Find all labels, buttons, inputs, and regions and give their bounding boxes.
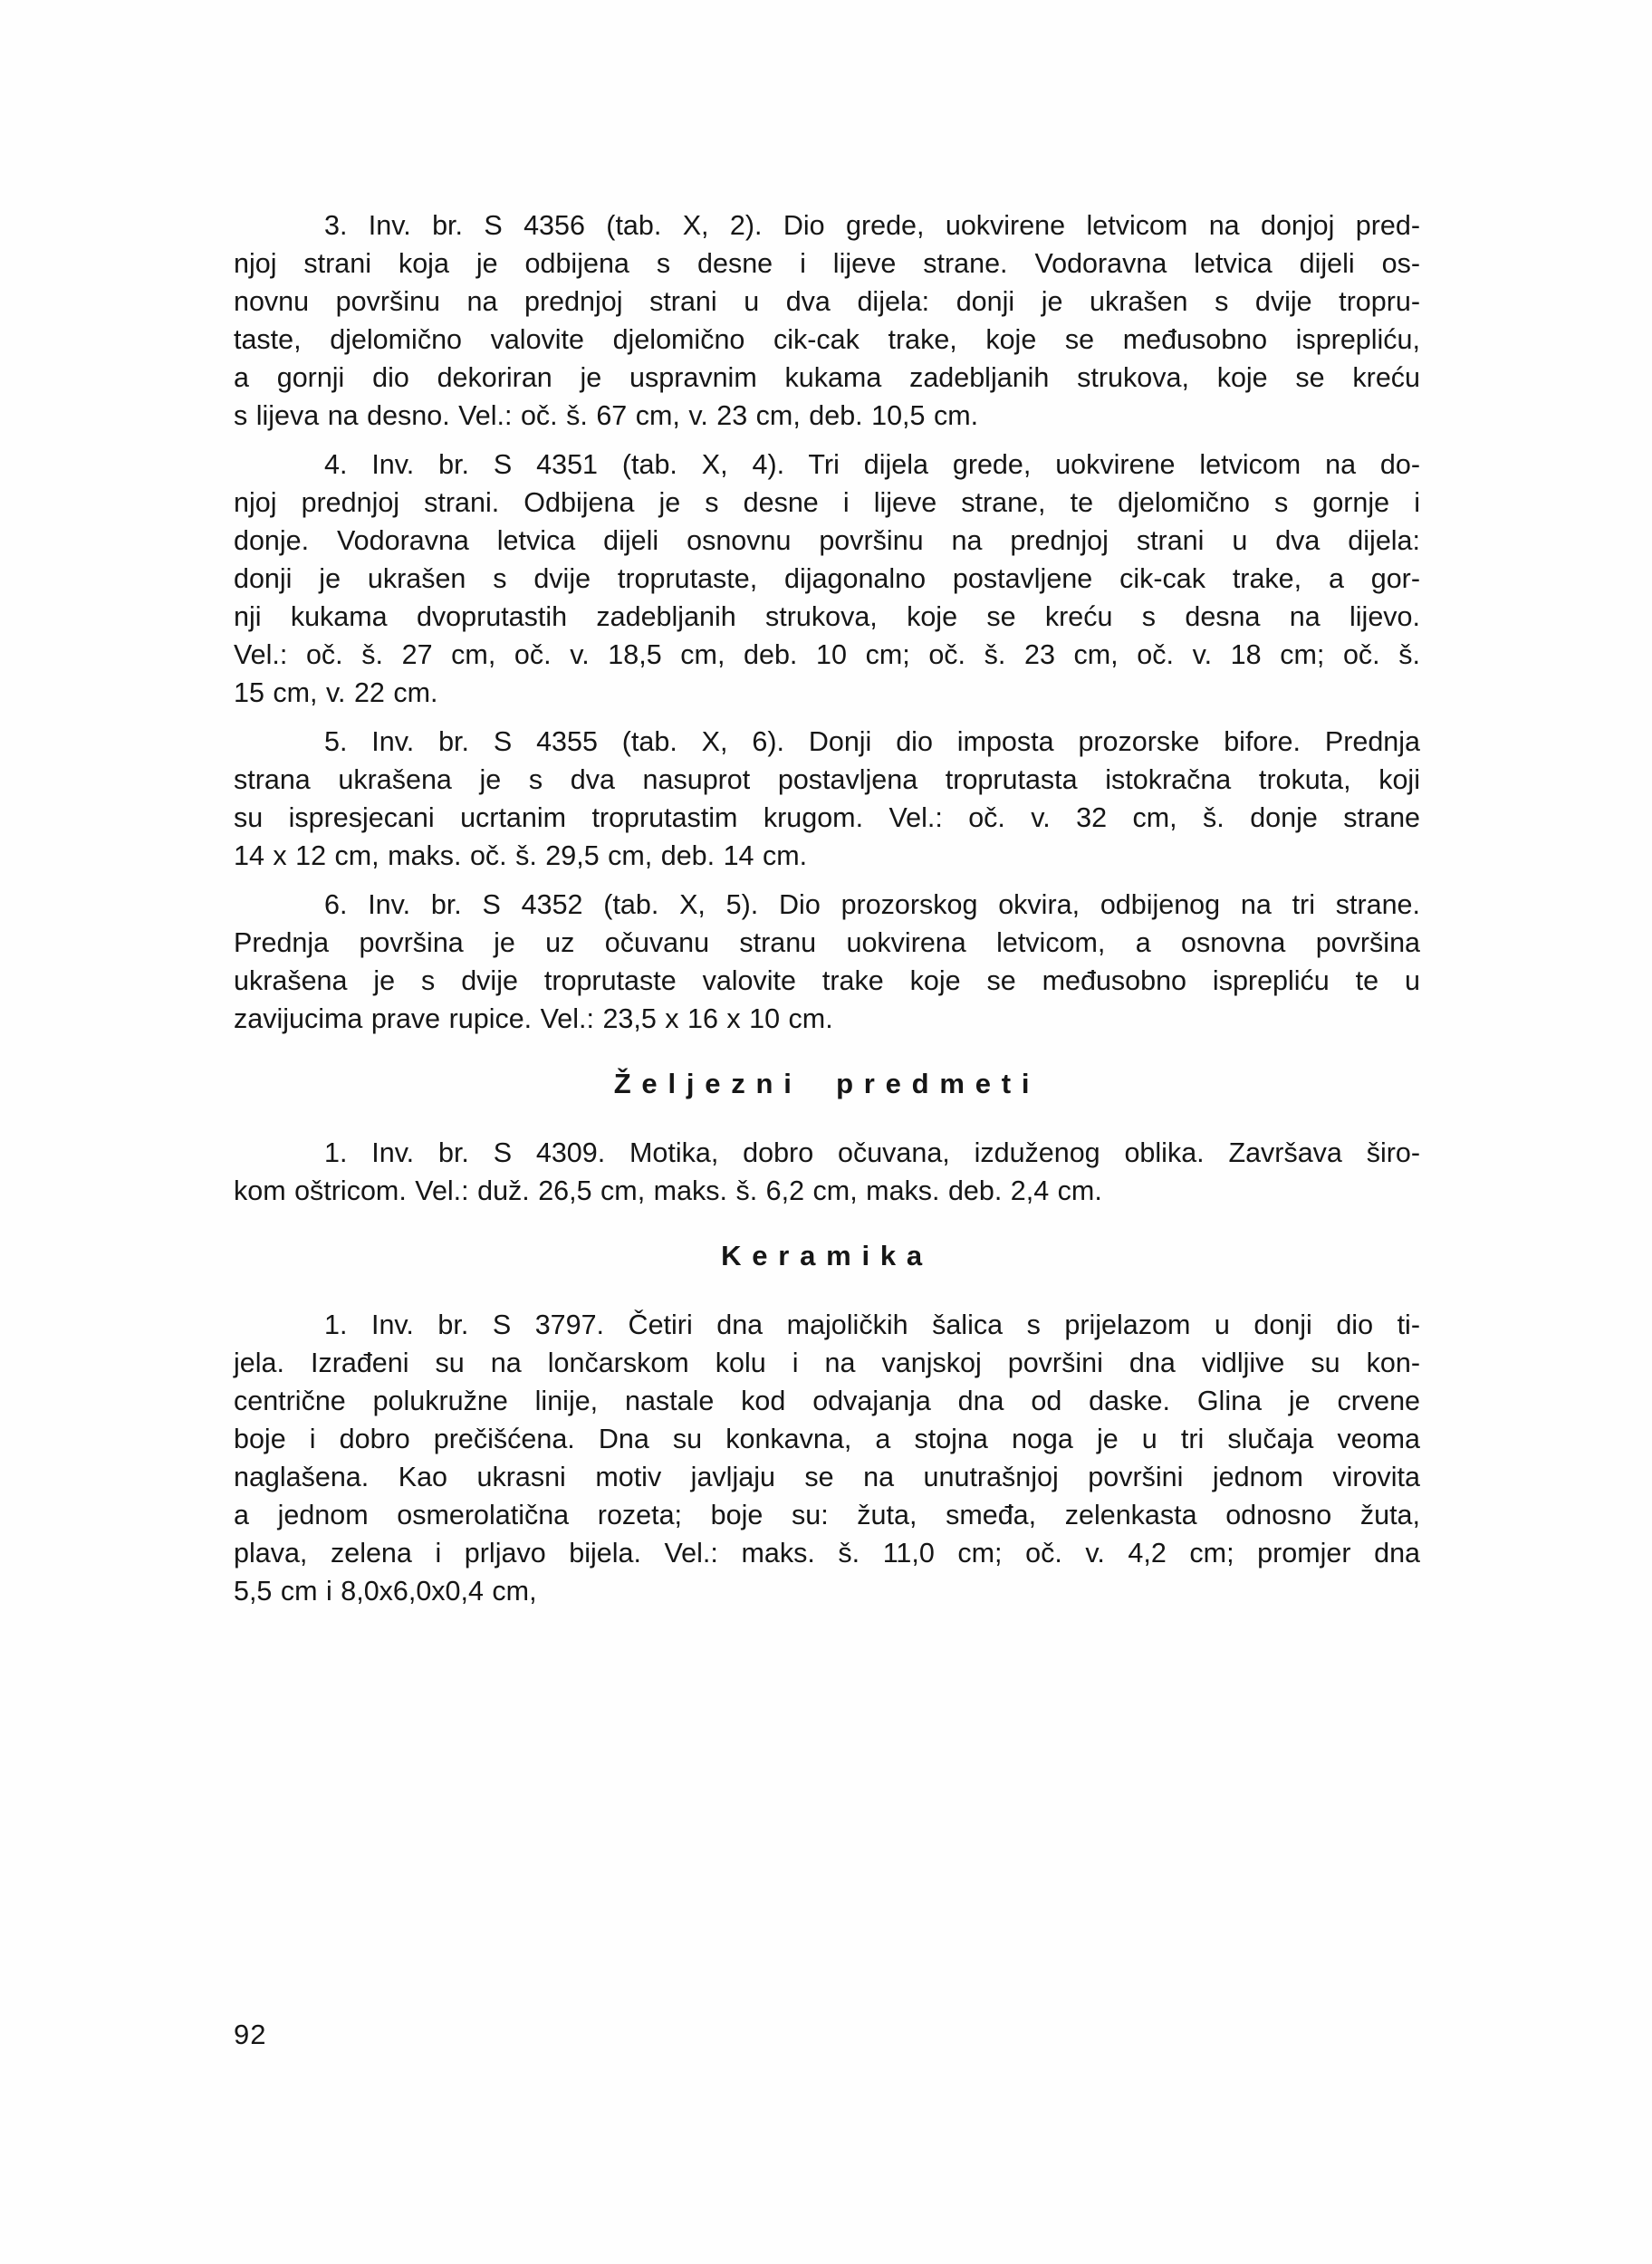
text-line: kom oštricom. Vel.: duž. 26,5 cm, maks. š. 6,2 cm, maks. deb. 2,4 cm.	[234, 1175, 1102, 1206]
text-line: 5. Inv. br. S 4355 (tab. X, 6). Donji dio imposta prozorske bifore. Prednja	[324, 726, 1420, 757]
catalog-entry-6-s4352	[234, 886, 1420, 1038]
text-line: 5,5 cm i 8,0x6,0x0,4 cm,	[234, 1576, 537, 1607]
text-line: 4. Inv. br. S 4351 (tab. X, 4). Tri dijela grede, uokvirene letvicom na do-	[324, 449, 1420, 480]
text-line: s lijeva na desno. Vel.: oč. š. 67 cm, v. 23 cm, deb. 10,5 cm.	[234, 400, 979, 431]
text-line: donje. Vodoravna letvica dijeli osnovnu površinu na prednjoj strani u dva dijela:	[234, 525, 1420, 556]
text-line: zavijucima prave rupice. Vel.: 23,5 x 16 x 10 cm.	[234, 1003, 833, 1034]
text-line: jela. Izrađeni su na lončarskom kolu i na vanjskoj površini dna vidljive su kon-	[234, 1348, 1420, 1378]
text-line: Prednja površina je uz očuvanu stranu uokvirena letvicom, a osnovna površina	[234, 927, 1420, 958]
text-line: taste, djelomično valovite djelomično cik-cak trake, koje se međusobno isprepliću,	[234, 324, 1420, 355]
text-line: njoj prednjoj strani. Odbijena je s desne i lijeve strane, te djelomično s gornje i	[234, 487, 1420, 518]
catalog-entry-3-s4356	[234, 206, 1420, 435]
text-line: plava, zelena i prljavo bijela. Vel.: maks. š. 11,0 cm; oč. v. 4,2 cm; promjer dna	[234, 1538, 1420, 1568]
text-line: novnu površinu na prednjoj strani u dva dijela: donji je ukrašen s dvije tropru-	[234, 286, 1420, 317]
text-line: 1. Inv. br. S 3797. Četiri dna majoličkih šalica s prijelazom u donji dio ti-	[324, 1309, 1420, 1340]
catalog-entry-4-s4351	[234, 446, 1420, 712]
catalog-entry-5-s4355	[234, 723, 1420, 875]
text-line: donji je ukrašen s dvije troprutaste, dijagonalno postavljene cik-cak trake, a gor-	[234, 563, 1420, 594]
catalog-entry-ceramics-1-s3797	[234, 1306, 1420, 1610]
text-line: ukrašena je s dvije troprutaste valovite trake koje se međusobno isprepliću te u	[234, 965, 1420, 996]
text-line: su ispresjecani ucrtanim troprutastim krugom. Vel.: oč. v. 32 cm, š. donje strane	[234, 802, 1420, 833]
text-line: njoj strani koja je odbijena s desne i lijeve strane. Vodoravna letvica dijeli os-	[234, 248, 1420, 279]
heading-keramika: Keramika	[721, 1240, 933, 1271]
text-line: naglašena. Kao ukrasni motiv javljaju se na unutrašnjoj površini jednom virovita	[234, 1462, 1420, 1492]
heading-zeljezni-predmeti: Željezni predmeti	[613, 1068, 1041, 1099]
text-line: a gornji dio dekoriran je uspravnim kukama zadebljanih strukova, koje se kreću	[234, 362, 1420, 393]
text-line: strana ukrašena je s dva nasuprot postavljena troprutasta istokračna trokuta, koji	[234, 764, 1420, 795]
text-line: 15 cm, v. 22 cm.	[234, 677, 438, 708]
text-line: 14 x 12 cm, maks. oč. š. 29,5 cm, deb. 14 cm.	[234, 840, 808, 871]
text-line: centrične polukružne linije, nastale kod odvajanja dna od daske. Glina je crvene	[234, 1386, 1420, 1416]
text-line: 1. Inv. br. S 4309. Motika, dobro očuvana, izduženog oblika. Završava širo-	[324, 1137, 1420, 1168]
text-line: Vel.: oč. š. 27 cm, oč. v. 18,5 cm, deb. 10 cm; oč. š. 23 cm, oč. v. 18 cm; oč. š.	[234, 639, 1420, 670]
text-line: a jednom osmerolatična rozeta; boje su: žuta, smeđa, zelenkasta odnosno žuta,	[234, 1500, 1420, 1530]
text-line: 6. Inv. br. S 4352 (tab. X, 5). Dio prozorskog okvira, odbijenog na tri strane.	[324, 889, 1420, 920]
text-line: boje i dobro prečišćena. Dna su konkavna, a stojna noga je u tri slučaja veoma	[234, 1424, 1420, 1454]
page-number: 92	[234, 2019, 267, 2050]
text-line: 3. Inv. br. S 4356 (tab. X, 2). Dio grede, uokvirene letvicom na donjoj pred-	[324, 210, 1420, 241]
text-line: nji kukama dvoprutastih zadebljanih strukova, koje se kreću s desna na lijevo.	[234, 601, 1420, 632]
text-block	[234, 206, 1420, 1621]
catalog-entry-iron-1-s4309	[234, 1134, 1420, 1210]
